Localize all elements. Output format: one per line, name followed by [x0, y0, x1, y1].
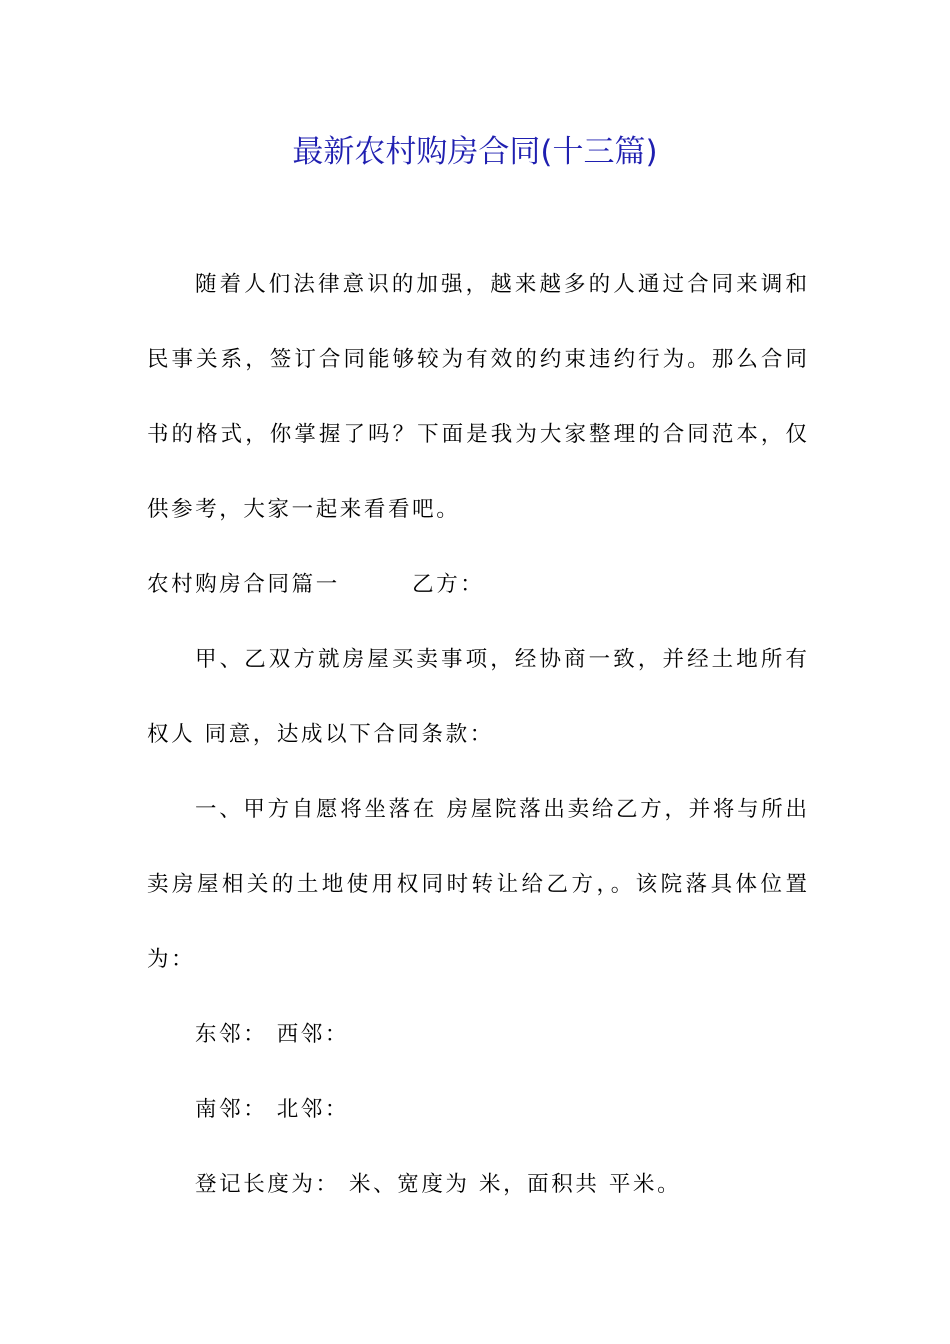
document-title: 最新农村购房合同(十三篇): [292, 134, 658, 170]
section-heading: 农村购房合同篇一 乙方：: [147, 572, 485, 597]
paragraph-line: 一、甲方自愿将坐落在 房屋院落出卖给乙方，并将与所出: [195, 797, 807, 822]
paragraph-line: 书的格式，你掌握了吗？下面是我为大家整理的合同范本，仅: [147, 422, 807, 447]
dimensions-line: 登记长度为： 米、宽度为 米，面积共 平米。: [195, 1172, 682, 1197]
paragraph-line: 甲、乙双方就房屋买卖事项，经协商一致，并经土地所有: [195, 647, 807, 672]
paragraph-line: 民事关系，签订合同能够较为有效的约束违约行为。那么合同: [147, 347, 807, 372]
paragraph-line: 为：: [147, 947, 196, 972]
paragraph-line: 权人 同意，达成以下合同条款：: [147, 722, 494, 747]
paragraph-line: 供参考，大家一起来看看吧。: [147, 497, 461, 522]
boundary-south-north: 南邻： 北邻：: [195, 1097, 350, 1122]
paragraph-line: 随着人们法律意识的加强，越来越多的人通过合同来调和: [195, 272, 807, 297]
boundary-east-west: 东邻： 西邻：: [195, 1022, 350, 1047]
paragraph-line: 卖房屋相关的土地使用权同时转让给乙方，。该院落具体位置: [147, 872, 807, 897]
